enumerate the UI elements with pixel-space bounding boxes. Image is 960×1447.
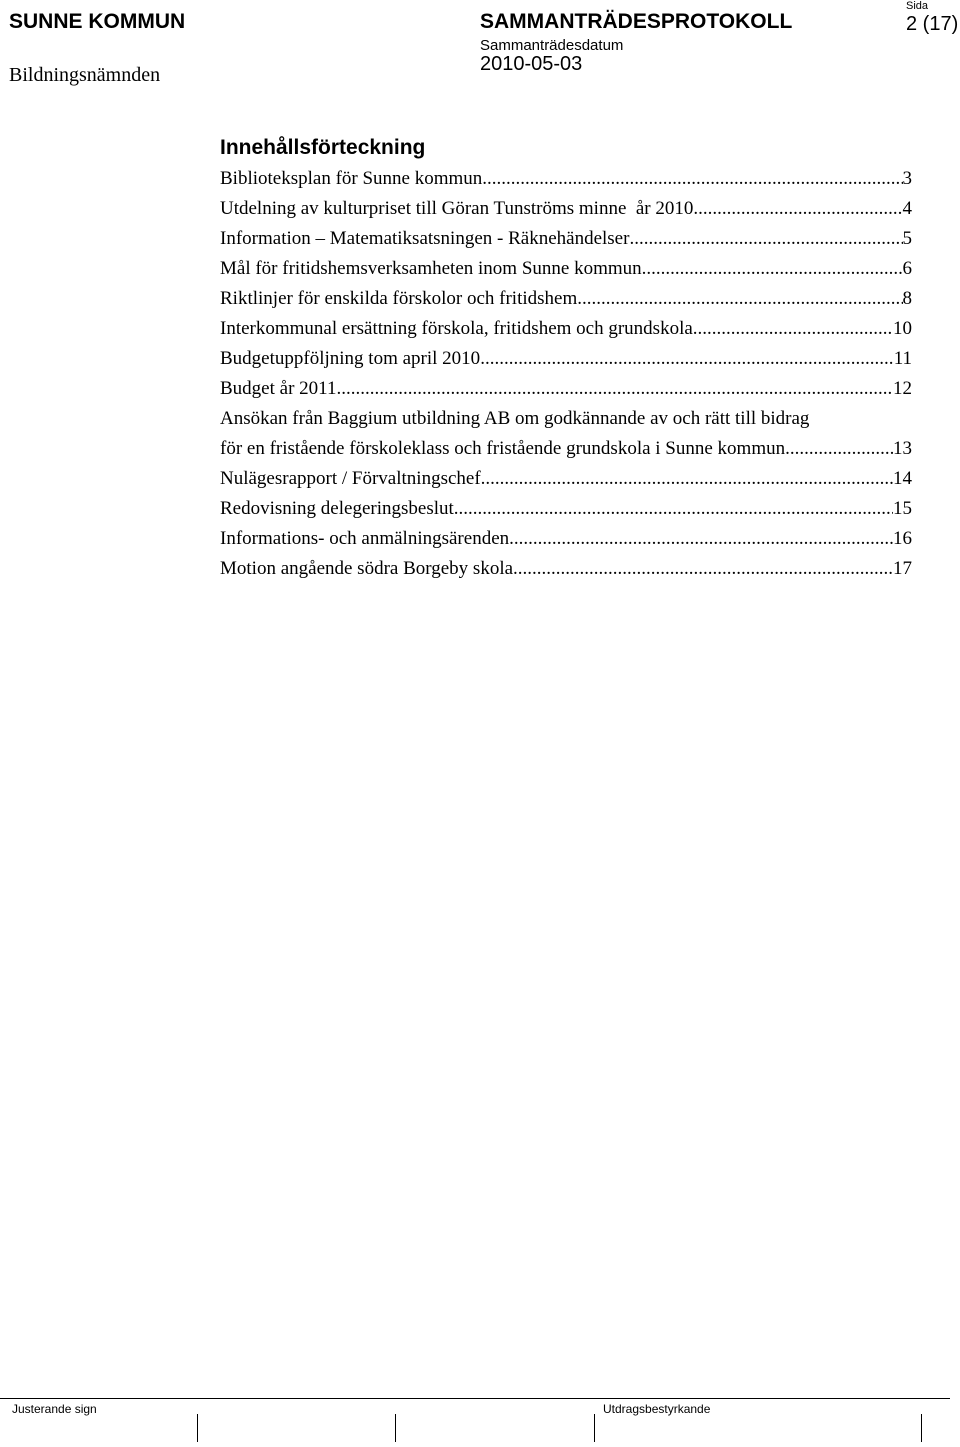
page-label: Sida (906, 0, 929, 12)
municipality-name: SUNNE KOMMUN (9, 10, 186, 33)
document-title: SAMMANTRÄDESPROTOKOLL (480, 10, 793, 33)
toc-dot-leader (513, 554, 893, 584)
toc-list (220, 164, 912, 584)
toc-item-page: 5 (902, 228, 912, 249)
toc-item-page: 3 (902, 168, 912, 189)
toc-item-title: Information – Matematiksatsningen - Räknehändelser (220, 228, 630, 249)
toc-item-page: 13 (893, 438, 912, 459)
meeting-date-label: Sammanträdesdatum (480, 37, 624, 54)
toc-item[interactable] (220, 494, 912, 524)
page-number: 2 (17) (906, 13, 959, 35)
toc-dot-leader (481, 464, 893, 494)
toc-dot-leader (785, 434, 893, 464)
toc-item-title: Motion angående södra Borgeby skola (220, 558, 514, 579)
toc-dot-leader (642, 254, 903, 284)
adjuster-signature-label: Justerande sign (12, 1402, 97, 1416)
toc-heading: Innehållsförteckning (220, 136, 426, 159)
meeting-date: 2010-05-03 (480, 53, 583, 75)
toc-item-title: Budgetuppföljning tom april 2010 (220, 348, 481, 369)
toc-dot-leader (577, 284, 902, 314)
toc-item[interactable] (220, 254, 912, 284)
toc-item-title: Biblioteksplan för Sunne kommun (220, 168, 483, 189)
toc-dot-leader (693, 314, 893, 344)
signature-divider (594, 1414, 595, 1442)
toc-item-title: Informations- och anmälningsärenden (220, 528, 510, 549)
toc-dot-leader (629, 224, 902, 254)
toc-dot-leader (454, 494, 893, 524)
toc-dot-leader (336, 374, 893, 404)
toc-item-page: 10 (893, 318, 912, 339)
toc-item-page: 6 (902, 258, 912, 279)
toc-item[interactable] (220, 164, 912, 194)
signature-divider (921, 1414, 922, 1442)
toc-item[interactable] (220, 554, 912, 584)
toc-item-page: 17 (893, 558, 912, 579)
signature-divider (395, 1414, 396, 1442)
toc-item-title: Nulägesrapport / Förvaltningschef (220, 468, 481, 489)
certifier-label: Utdragsbestyrkande (603, 1402, 711, 1416)
toc-item[interactable] (220, 224, 912, 254)
toc-item[interactable] (220, 374, 912, 404)
toc-item-title-line1: Ansökan från Baggium utbildning AB om godkännande av och rätt till bidrag (220, 408, 810, 429)
board-name: Bildningsnämnden (9, 64, 161, 86)
toc-item-title: för en fristående förskoleklass och fristående grundskola i Sunne kommun (220, 438, 786, 459)
toc-item-title: Budget år 2011 (220, 378, 337, 399)
toc-item-page: 8 (902, 288, 912, 309)
toc-item-title: Mål för fritidshemsverksamheten inom Sunne kommun (220, 258, 642, 279)
toc-item[interactable] (220, 284, 912, 314)
toc-item[interactable] (220, 524, 912, 554)
signature-divider (197, 1414, 198, 1442)
toc-dot-leader (693, 194, 902, 224)
toc-dot-leader (480, 344, 894, 374)
toc-item[interactable] (220, 464, 912, 494)
toc-item-title: Redovisning delegeringsbeslut (220, 498, 454, 519)
toc-item-page: 11 (893, 348, 912, 369)
toc-item[interactable] (220, 344, 912, 374)
toc-item-page: 16 (893, 528, 912, 549)
toc-dot-leader (509, 524, 893, 554)
toc-item-title: Interkommunal ersättning förskola, fritidshem och grundskola (220, 318, 693, 339)
toc-item[interactable] (220, 194, 912, 224)
toc-dot-leader (482, 164, 902, 194)
toc-item-title: Utdelning av kulturpriset till Göran Tunströms minne år 2010 (220, 198, 694, 219)
toc-item[interactable] (220, 314, 912, 344)
toc-item-page: 15 (893, 498, 912, 519)
toc-item[interactable] (220, 404, 912, 464)
toc-item-page: 14 (893, 468, 912, 489)
toc-item-page: 12 (893, 378, 912, 399)
footer-signature-area (0, 1398, 950, 1447)
toc-item-page: 4 (902, 198, 912, 219)
toc-item-title: Riktlinjer för enskilda förskolor och fritidshem (220, 288, 578, 309)
